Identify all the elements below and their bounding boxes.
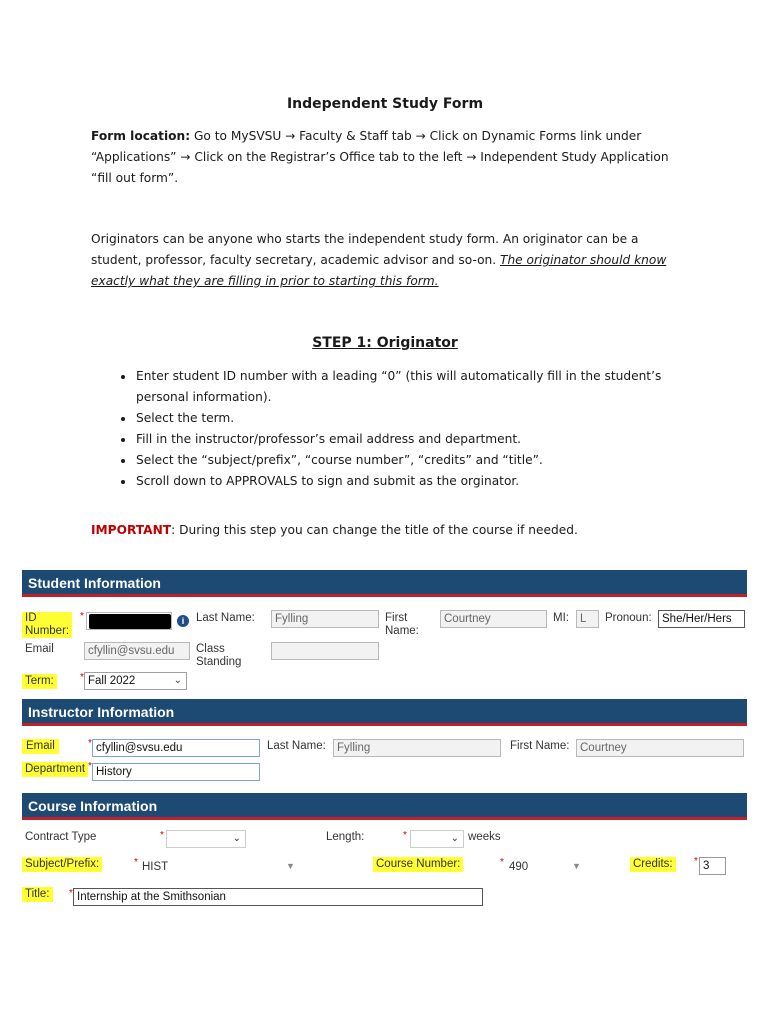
- weeks-label: weeks: [468, 831, 501, 843]
- instructor-last-name-field[interactable]: Fylling: [333, 739, 501, 757]
- student-information-header: Student Information: [22, 570, 747, 597]
- instructor-first-name-field[interactable]: Courtney: [576, 739, 744, 757]
- id-label-line-2: Number:: [25, 625, 70, 637]
- email-label: Email: [25, 643, 54, 655]
- dropdown-arrow-icon[interactable]: ▼: [286, 861, 295, 871]
- required-marker: *: [160, 830, 164, 841]
- form-location-paragraph: [91, 126, 681, 189]
- course-title-field[interactable]: Internship at the Smithsonian: [73, 888, 483, 906]
- list-item: • Enter student ID number with a leading “0” (this will automatically fill in the student’s personal information).: [135, 366, 705, 408]
- required-marker: *: [694, 856, 698, 867]
- email-field[interactable]: cfyllin@svsu.edu: [84, 642, 190, 660]
- originators-emphasis: The originator should know exactly what they are filling in prior to starting this form.: [91, 253, 667, 288]
- originators-paragraph: [91, 229, 681, 292]
- subject-prefix-label: Subject/Prefix:: [22, 857, 102, 872]
- instructor-email-field[interactable]: cfyllin@svsu.edu: [92, 739, 260, 757]
- location-text-2: Faculty & Staff tab: [295, 129, 416, 143]
- length-select[interactable]: [410, 830, 464, 848]
- location-text-4: Click on the Registrar’s Office tab to the left: [190, 150, 467, 164]
- pronoun-label: Pronoun:: [605, 612, 652, 624]
- first-name-label-line-1: First: [385, 612, 408, 624]
- id-label-line-1: ID: [25, 612, 37, 624]
- required-marker: *: [134, 857, 138, 868]
- course-number-select[interactable]: 490: [509, 861, 529, 873]
- id-number-label: [22, 612, 72, 638]
- mi-label: MI:: [553, 612, 569, 624]
- arrow-icon: →: [466, 150, 477, 164]
- form-location-label: Form location:: [91, 129, 191, 143]
- steps-list: [110, 366, 705, 492]
- term-label: Term:: [22, 674, 57, 689]
- first-name-label: [385, 612, 419, 638]
- credits-label: Credits:: [630, 857, 676, 872]
- last-name-field[interactable]: Fylling: [271, 610, 379, 628]
- title-label: Title:: [22, 887, 53, 902]
- pronoun-field[interactable]: She/Her/Hers: [658, 610, 745, 628]
- page-title: Independent Study Form: [286, 96, 484, 112]
- info-icon[interactable]: i: [177, 615, 189, 627]
- contract-type-label: Contract Type: [25, 831, 97, 843]
- mi-field[interactable]: L: [576, 610, 599, 628]
- required-marker: *: [88, 738, 92, 749]
- class-standing-line-2: Standing: [196, 656, 242, 668]
- class-standing-label: [196, 643, 241, 669]
- instructor-email-label: Email: [22, 739, 59, 754]
- list-item: • Scroll down to APPROVALS to sign and submit as the orginator.: [135, 471, 705, 492]
- first-name-field[interactable]: Courtney: [440, 610, 547, 628]
- required-marker: *: [80, 672, 84, 683]
- redaction-block: [89, 614, 171, 629]
- instructor-last-name-label: Last Name:: [267, 740, 326, 752]
- required-marker: *: [403, 830, 407, 841]
- chevron-down-icon: ⌄: [232, 833, 241, 844]
- contract-type-select[interactable]: [166, 830, 246, 848]
- arrow-icon: →: [285, 129, 296, 143]
- instructor-information-header: Instructor Information: [22, 699, 747, 726]
- class-standing-line-1: Class: [196, 643, 225, 655]
- credits-field[interactable]: 3: [699, 857, 726, 875]
- department-label: Department: [22, 762, 88, 777]
- required-marker: *: [80, 611, 84, 622]
- arrow-icon: →: [415, 129, 426, 143]
- important-text: : During this step you can change the title of the course if needed.: [171, 523, 578, 537]
- originators-text: Originators can be anyone who starts the independent study form. An originator can be a student, professor, faculty secretary, academic advisor and so-on.: [91, 232, 639, 267]
- location-text-1: Go to MySVSU: [190, 129, 286, 143]
- location-text-3: Click on Dynamic Forms link under “Applications”: [91, 129, 642, 164]
- chevron-down-icon: ⌄: [450, 833, 459, 844]
- term-select-value: Fall 2022: [88, 675, 136, 687]
- required-marker: *: [500, 857, 504, 868]
- last-name-label: Last Name:: [196, 612, 255, 624]
- step-title: STEP 1: Originator: [312, 335, 458, 351]
- list-item: • Select the term.: [135, 408, 705, 429]
- term-select[interactable]: [84, 672, 187, 690]
- important-label: IMPORTANT: [91, 523, 172, 537]
- arrow-icon: →: [180, 150, 191, 164]
- department-field[interactable]: History: [92, 763, 260, 781]
- required-marker: *: [69, 888, 73, 899]
- dropdown-arrow-icon[interactable]: ▼: [572, 861, 581, 871]
- course-number-label: Course Number:: [373, 857, 463, 872]
- list-item: • Fill in the instructor/professor’s email address and department.: [135, 429, 705, 450]
- instructor-first-name-label: First Name:: [510, 740, 570, 752]
- course-information-header: Course Information: [22, 793, 747, 820]
- subject-prefix-select[interactable]: HIST: [142, 861, 169, 873]
- location-text-5: Independent Study Application “fill out form”.: [91, 150, 669, 185]
- list-item: • Select the “subject/prefix”, “course number”, “credits” and “title”.: [135, 450, 705, 471]
- form-screenshot: [0, 565, 770, 925]
- important-note: [91, 523, 578, 537]
- required-marker: *: [88, 761, 92, 772]
- chevron-down-icon: ⌄: [173, 675, 182, 686]
- class-standing-field[interactable]: [271, 642, 379, 660]
- length-label: Length:: [326, 831, 365, 843]
- first-name-label-line-2: Name:: [385, 625, 419, 637]
